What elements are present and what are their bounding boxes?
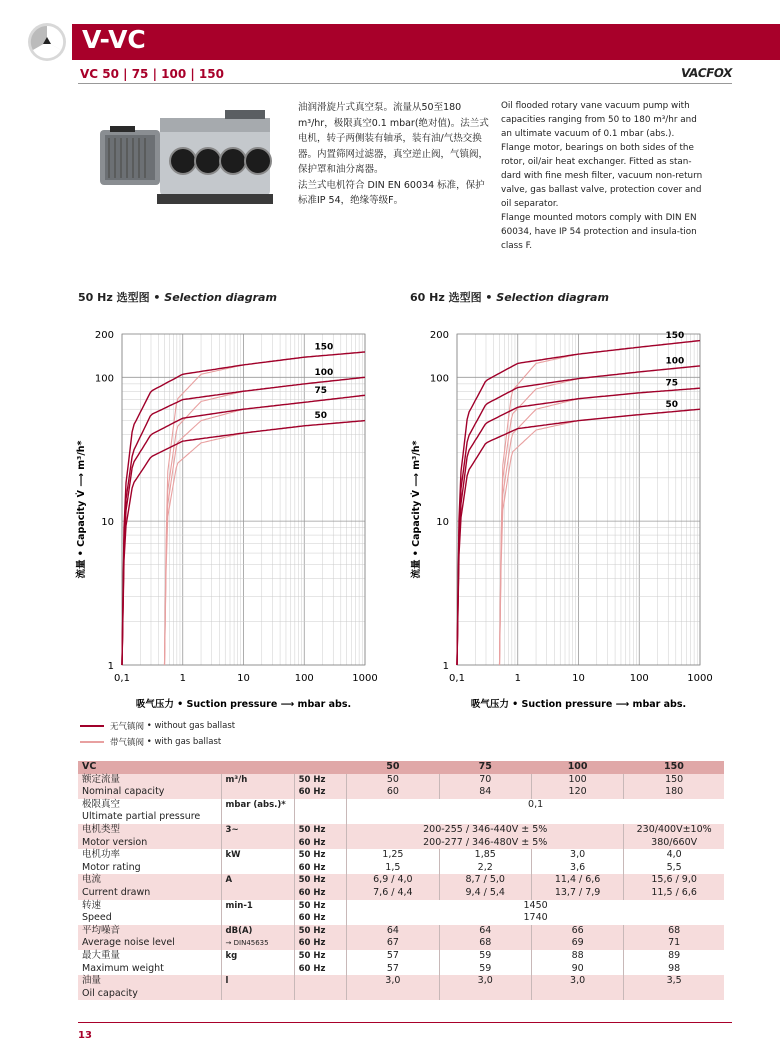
table-cell: 1,85 [439, 849, 531, 862]
y-tick-label: 200 [429, 330, 449, 341]
row-unit [221, 963, 294, 976]
table-cell: 7,6 / 4,4 [347, 887, 439, 900]
table-cell [531, 988, 623, 1001]
row-unit [221, 912, 294, 925]
y-tick-label: 1 [107, 661, 114, 672]
table-row [78, 774, 724, 787]
row-unit: 3~ [221, 824, 294, 837]
table-cell: 180 [624, 786, 724, 799]
table-cell [347, 988, 439, 1001]
diagram-50hz-title: 50 Hz 选型图 • Selection diagram [78, 291, 277, 304]
row-unit: A [221, 874, 294, 887]
y-tick-label: 100 [429, 373, 449, 385]
legend-without-cn: 无气镇阀 [110, 722, 145, 732]
table-cell: 59 [439, 950, 531, 963]
row-frequency: 60 Hz [294, 786, 347, 799]
table-header-cell [221, 761, 294, 774]
row-label-en: Ultimate partial pressure [78, 811, 221, 824]
y-tick-label: 1 [442, 661, 449, 672]
row-unit: kW [221, 849, 294, 862]
header-bar [72, 24, 780, 60]
table-header-cell: 50 [347, 761, 439, 774]
legend-swatch-light [80, 741, 104, 743]
y-axis-label: 流量 • Capacity V̇ ⟶ m³/h* [411, 440, 422, 579]
row-label-cn: 转速 [78, 900, 221, 913]
table-cell: 57 [347, 963, 439, 976]
table-cell: 3,5 [624, 975, 724, 988]
pump-photo [95, 108, 280, 218]
row-frequency [294, 799, 347, 812]
table-cell: 64 [347, 925, 439, 938]
series-label: 75 [314, 385, 328, 396]
y-tick-label: 10 [436, 517, 449, 529]
series-label: 100 [314, 367, 334, 378]
model-subtitle: VC 50 | 75 | 100 | 150 [80, 67, 224, 81]
table-row [78, 786, 724, 799]
table-cell: 60 [347, 786, 439, 799]
legend-without-en: without gas ballast [154, 721, 236, 731]
series-label: 50 [314, 411, 328, 422]
table-cell: 66 [531, 925, 623, 938]
description-en-paragraph-1: Oil flooded rotary vane vacuum pump with capacities ranging from 50 to 180 m³/hr and an ultimate vacuum of 0.1 mbar (abs.). Flange motor, bearings on both sides of the rotor, oil/air heat exchanger. Fitted as stan-dard with fine mesh filter, vacuum non-return valve, gas ballast valve, protection cover and oil separator. [501, 101, 703, 209]
row-frequency: 50 Hz [294, 950, 347, 963]
row-frequency: 60 Hz [294, 837, 347, 850]
table-cell: 3,0 [439, 975, 531, 988]
table-cell-span [347, 811, 724, 824]
table-cell: 11,5 / 6,6 [624, 887, 724, 900]
row-label-en: Speed [78, 912, 221, 925]
row-label-cn: 电机类型 [78, 824, 221, 837]
table-cell: 67 [347, 937, 439, 950]
curve-with-gas-ballast [500, 341, 701, 665]
row-label-cn: 平均噪音 [78, 925, 221, 938]
table-cell: 9,4 / 5,4 [439, 887, 531, 900]
table-cell: 90 [531, 963, 623, 976]
description-english [501, 99, 706, 253]
row-frequency: 60 Hz [294, 887, 347, 900]
x-tick-label: 1 [514, 673, 521, 684]
table-cell: 89 [624, 950, 724, 963]
diagram-50hz-title-cn: 50 Hz 选型图 [78, 291, 150, 304]
table-cell-span: 0,1 [347, 799, 724, 812]
row-label-cn: 额定流量 [78, 774, 221, 787]
row-unit: dB(A) [221, 925, 294, 938]
table-cell: 150 [624, 774, 724, 787]
legend-with-cn: 带气镇阀 [110, 738, 145, 748]
selection-chart-60hz [405, 310, 725, 720]
table-row [78, 950, 724, 963]
table-row [78, 937, 724, 950]
table-cell: 5,5 [624, 862, 724, 875]
table-cell [439, 988, 531, 1001]
row-frequency [294, 811, 347, 824]
table-row [78, 900, 724, 913]
table-cell: 3,0 [531, 975, 623, 988]
row-unit: → DIN45635 [221, 937, 294, 950]
x-tick-label: 1 [179, 673, 186, 684]
row-frequency: 50 Hz [294, 874, 347, 887]
row-label-en: Oil capacity [78, 988, 221, 1001]
table-cell: 13,7 / 7,9 [531, 887, 623, 900]
table-cell: 15,6 / 9,0 [624, 874, 724, 887]
chart-legend [80, 718, 235, 750]
row-label-cn: 电流 [78, 874, 221, 887]
table-header-cell: 75 [439, 761, 531, 774]
table-cell: 6,9 / 4,0 [347, 874, 439, 887]
table-row [78, 988, 724, 1001]
footer-divider [78, 1022, 732, 1023]
row-frequency: 60 Hz [294, 937, 347, 950]
table-cell: 71 [624, 937, 724, 950]
x-tick-label: 0,1 [114, 673, 130, 684]
table-row [78, 925, 724, 938]
series-label: 75 [665, 378, 679, 389]
diagram-60hz-title-cn: 60 Hz 选型图 [410, 291, 482, 304]
x-tick-label: 100 [629, 673, 649, 684]
row-unit [221, 988, 294, 1001]
table-cell: 3,6 [531, 862, 623, 875]
row-label-en: Motor rating [78, 862, 221, 875]
row-frequency [294, 975, 347, 988]
description-cn-paragraph-1: 油润滑旋片式真空泵。流量从50至180 m³/hr，极限真空0.1 mbar(绝对值)。法兰式电机，转子两侧装有轴承，装有油/气热交换器。内置筛网过滤器，真空逆止阀，气镇阀，保护罩和油分离器。 [298, 102, 489, 175]
legend-with-en: with gas ballast [154, 737, 222, 747]
table-cell: 50 [347, 774, 439, 787]
series-label: 150 [314, 342, 334, 353]
brand-logo-icon [27, 22, 67, 62]
row-label-cn: 最大重量 [78, 950, 221, 963]
table-row [78, 849, 724, 862]
row-frequency: 50 Hz [294, 925, 347, 938]
table-cell-span: 1450 [347, 900, 724, 913]
row-unit: kg [221, 950, 294, 963]
row-unit [221, 811, 294, 824]
row-frequency [294, 988, 347, 1001]
row-label-cn: 油量 [78, 975, 221, 988]
row-frequency: 60 Hz [294, 912, 347, 925]
curve-with-gas-ballast [500, 366, 701, 665]
table-cell: 84 [439, 786, 531, 799]
row-unit: m³/h [221, 774, 294, 787]
page-number: 13 [78, 1030, 92, 1041]
table-cell: 98 [624, 963, 724, 976]
row-unit [221, 837, 294, 850]
table-header-cell [294, 761, 347, 774]
table-cell-span: 1740 [347, 912, 724, 925]
table-cell-motor: 200-255 / 346-440V ± 5% [347, 824, 624, 837]
y-tick-label: 200 [94, 330, 114, 341]
y-axis-label: 流量 • Capacity V̇ ⟶ m³/h* [76, 440, 87, 579]
table-row [78, 912, 724, 925]
y-tick-label: 100 [94, 373, 114, 385]
row-label-en: Nominal capacity [78, 786, 221, 799]
table-header-row [78, 761, 724, 774]
table-row [78, 963, 724, 976]
table-cell: 2,2 [439, 862, 531, 875]
table-row [78, 975, 724, 988]
legend-with-ballast: 带气镇阀 • with gas ballast [80, 734, 235, 750]
header-divider [78, 83, 732, 84]
series-label: 150 [665, 331, 685, 342]
row-frequency: 50 Hz [294, 900, 347, 913]
table-cell: 3,0 [347, 975, 439, 988]
x-tick-label: 1000 [352, 673, 378, 684]
table-cell: 4,0 [624, 849, 724, 862]
row-frequency: 50 Hz [294, 774, 347, 787]
description-en-paragraph-2: Flange mounted motors comply with DIN EN 60034, have IP 54 protection and insula-tion class F. [501, 213, 697, 251]
table-cell-motor-150: 230/400V±10% [624, 824, 724, 837]
row-unit [221, 786, 294, 799]
table-cell-motor: 200-277 / 346-480V ± 5% [347, 837, 624, 850]
table-cell: 100 [531, 774, 623, 787]
x-tick-label: 100 [294, 673, 314, 684]
row-unit [221, 887, 294, 900]
table-cell: 59 [439, 963, 531, 976]
row-label-cn: 电机功率 [78, 849, 221, 862]
diagram-60hz-title: 60 Hz 选型图 • Selection diagram [410, 291, 609, 304]
row-label-en: Current drawn [78, 887, 221, 900]
table-header-cell: 100 [531, 761, 623, 774]
diagram-60hz-title-en: Selection diagram [496, 291, 609, 304]
description-chinese [298, 100, 493, 209]
row-unit: mbar (abs.)* [221, 799, 294, 812]
brand-name: VACFOX [679, 66, 734, 80]
table-cell: 3,0 [531, 849, 623, 862]
x-tick-label: 1000 [687, 673, 713, 684]
table-header-cell: VC [78, 761, 221, 774]
x-tick-label: 0,1 [449, 673, 465, 684]
table-cell: 70 [439, 774, 531, 787]
selection-chart-50hz [70, 310, 390, 720]
curve-with-gas-ballast [500, 409, 701, 665]
series-label: 100 [665, 356, 685, 367]
legend-swatch-dark [80, 725, 104, 727]
row-unit [221, 862, 294, 875]
curve-with-gas-ballast [165, 421, 366, 665]
table-row [78, 811, 724, 824]
table-cell: 1,25 [347, 849, 439, 862]
table-cell-motor-150: 380/660V [624, 837, 724, 850]
x-axis-label: 吸气压力 • Suction pressure ⟶ mbar abs. [135, 699, 352, 710]
table-row [78, 862, 724, 875]
table-row [78, 837, 724, 850]
series-label: 50 [665, 399, 679, 410]
page-title: V-VC [82, 25, 146, 54]
table-row [78, 799, 724, 812]
table-row [78, 887, 724, 900]
y-tick-label: 10 [101, 517, 114, 529]
curve-with-gas-ballast [500, 388, 701, 665]
table-cell: 68 [624, 925, 724, 938]
table-cell: 68 [439, 937, 531, 950]
table-cell: 8,7 / 5,0 [439, 874, 531, 887]
table-row [78, 874, 724, 887]
row-unit: min-1 [221, 900, 294, 913]
x-axis-label: 吸气压力 • Suction pressure ⟶ mbar abs. [470, 699, 687, 710]
description-cn-paragraph-2: 法兰式电机符合 DIN EN 60034 标准，保护标准IP 54，绝缘等级F。 [298, 179, 485, 206]
table-cell: 1,5 [347, 862, 439, 875]
row-frequency: 60 Hz [294, 963, 347, 976]
table-cell [624, 988, 724, 1001]
table-cell: 69 [531, 937, 623, 950]
x-tick-label: 10 [237, 673, 250, 684]
row-label-en: Motor version [78, 837, 221, 850]
row-frequency: 50 Hz [294, 849, 347, 862]
table-cell: 64 [439, 925, 531, 938]
diagram-50hz-title-en: Selection diagram [164, 291, 277, 304]
table-header-cell: 150 [624, 761, 724, 774]
legend-without-ballast: 无气镇阀 • without gas ballast [80, 718, 235, 734]
x-tick-label: 10 [572, 673, 585, 684]
table-cell: 11,4 / 6,6 [531, 874, 623, 887]
table-cell: 88 [531, 950, 623, 963]
row-label-en: Average noise level [78, 937, 221, 950]
row-frequency: 60 Hz [294, 862, 347, 875]
table-row [78, 824, 724, 837]
row-label-en: Maximum weight [78, 963, 221, 976]
table-cell: 120 [531, 786, 623, 799]
row-frequency: 50 Hz [294, 824, 347, 837]
curve-with-gas-ballast [165, 395, 366, 665]
row-unit: l [221, 975, 294, 988]
row-label-cn: 极限真空 [78, 799, 221, 812]
table-cell: 57 [347, 950, 439, 963]
spec-table [78, 761, 724, 1000]
